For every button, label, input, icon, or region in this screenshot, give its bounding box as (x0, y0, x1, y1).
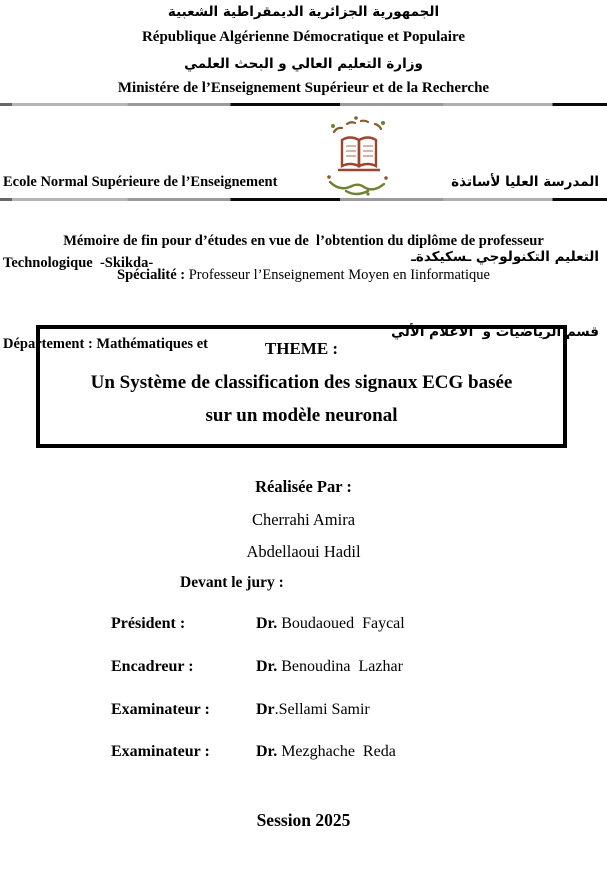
republic-name-arabic: الجمهورية الجزائرية الديمقراطية الشعبية (167, 4, 440, 20)
institution-line: Technologique -Skikda- (3, 255, 154, 271)
jury-role: Examinateur : (111, 743, 210, 760)
republic-name-french: République Algérienne Démocratique et Populaire (141, 29, 466, 45)
theme-title-line2: sur un modèle neuronal (205, 405, 398, 426)
jury-member-name: Mezghache Reda (277, 743, 396, 760)
specialite-line (0, 267, 607, 284)
jury-role: Encadreur : (111, 658, 194, 675)
institution-line: Ecole Normal Supérieure de l’Enseignement (3, 174, 278, 190)
jury-member-name: .Sellami Samir (274, 701, 370, 718)
theme-title-line1: Un Système de classification des signaux ECG basée (90, 372, 513, 393)
jury-row (0, 743, 607, 765)
institution-line-ar: التعليم التكنولوجي ـسكيكدةـ (411, 249, 599, 265)
open-book-logo-icon (320, 110, 400, 202)
specialite-value: Professeur l’Enseignement Moyen en Iinformatique (185, 267, 490, 283)
ministry-name-french: Ministére de l’Enseignement Supérieur et de la Recherche (117, 80, 490, 96)
specialite-label: Spécialité : (117, 267, 186, 283)
institution-line-ar: المدرسة العليا لأساتذة (451, 174, 599, 190)
jury-member (256, 615, 405, 633)
jury-role: Examinateur : (111, 701, 210, 718)
jury-role: Président : (111, 615, 186, 632)
jury-row (0, 658, 607, 680)
jury-member-name: Boudaoued Faycal (277, 615, 405, 632)
school-logo (320, 110, 400, 202)
memoire-statement: Mémoire de fin pour d’études en vue de l’obtention du diplôme de professeur (63, 233, 544, 249)
session-year: Session 2025 (256, 810, 351, 830)
jury-member-title: Dr. (256, 658, 278, 675)
jury-member (256, 743, 396, 761)
bottom-divider (0, 198, 607, 201)
jury-member (256, 701, 370, 719)
author-name: Abdellaoui Hadil (246, 542, 361, 561)
jury-member-name: Benoudina Lazhar (277, 658, 403, 675)
institution-line-ar: قسم الرياضيات و الاعلام الألي (391, 324, 599, 340)
top-divider (0, 103, 607, 106)
jury-row (0, 701, 607, 723)
jury-member-title: Dr. (256, 743, 278, 760)
jury-row (0, 615, 607, 637)
jury-member-title: Dr (256, 701, 275, 718)
theme-box (36, 325, 567, 448)
theme-heading: THEME : (264, 339, 339, 358)
institution-line: Département : Mathématiques et (3, 336, 208, 352)
jury-heading: Devant le jury : (180, 574, 284, 591)
jury-member (256, 658, 403, 676)
ministry-name-arabic: وزارة التعليم العالي و البحث العلمي (184, 56, 423, 72)
realisee-par-heading: Réalisée Par : (255, 477, 352, 496)
jury-member-title: Dr. (256, 615, 278, 632)
author-name: Cherrahi Amira (251, 510, 356, 529)
